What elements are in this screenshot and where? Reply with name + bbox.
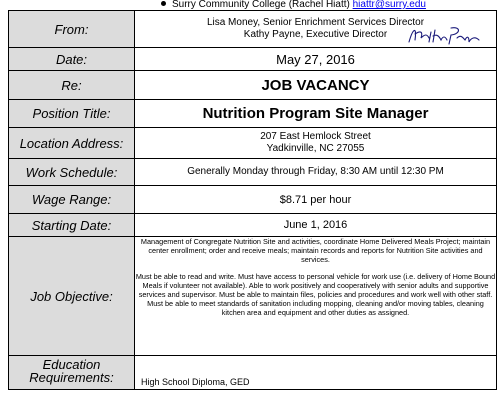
location-line-1: 207 East Hemlock Street <box>260 131 371 142</box>
objective-paragraph-2: Must be able to read and write. Must have access to personal vehicle for work use (i.e. delivery of Home Bound Meals if volunteer not available). Able to work positively and cooperatively with senior adults and supportive services and supervisor. Must be able to maintain files, policies and procedures and work well with other staff. Must be able to meet standards of sanitation including mopping, cleaning and/or moving tables, cleaning kitchen area and equipment and other duties as assigned. <box>135 271 496 318</box>
objective-paragraph-1: Management of Congregate Nutrition Site and activities, coordinate Home Delivered Meals Project; maintain center enrollment; order and receive meals; maintain records and reports for Nutrition Site activities and services. <box>140 237 491 265</box>
schedule-value: Generally Monday through Friday, 8:30 AM until 12:30 PM <box>135 159 497 186</box>
re-label: Re: <box>9 71 135 100</box>
re-row <box>9 71 497 100</box>
signature-image <box>405 22 485 48</box>
date-label: Date: <box>9 48 135 71</box>
from-line-2: Kathy Payne, Executive Director <box>243 29 388 40</box>
location-line-2: Yadkinville, NC 27055 <box>266 143 365 154</box>
re-value: JOB VACANCY <box>135 71 497 100</box>
education-label-line-1: Education <box>42 357 101 372</box>
start-row <box>9 214 497 237</box>
contact-email-link[interactable]: hiattr@surry.edu <box>352 0 426 10</box>
start-value: June 1, 2016 <box>135 214 497 237</box>
objective-row <box>9 237 497 356</box>
position-row <box>9 100 497 128</box>
contact-text: Surry Community College (Rachel Hiatt) <box>172 0 353 10</box>
wage-value: $8.71 per hour <box>135 186 497 214</box>
education-value: High School Diploma, GED <box>135 356 497 390</box>
wage-label: Wage Range: <box>9 186 135 214</box>
education-label-line-2: Requirements: <box>29 370 114 385</box>
bullet-icon <box>161 1 166 6</box>
vacancy-form-table <box>8 10 497 390</box>
location-row <box>9 128 497 159</box>
from-label: From: <box>9 11 135 48</box>
wage-row <box>9 186 497 214</box>
objective-label: Job Objective: <box>9 237 135 356</box>
location-label: Location Address: <box>9 128 135 159</box>
education-label <box>9 356 135 390</box>
education-row <box>9 356 497 390</box>
schedule-label: Work Schedule: <box>9 159 135 186</box>
from-line-1: Lisa Money, Senior Enrichment Services Director <box>206 17 425 28</box>
date-value: May 27, 2016 <box>135 48 497 71</box>
date-row <box>9 48 497 71</box>
position-value: Nutrition Program Site Manager <box>135 100 497 128</box>
start-label: Starting Date: <box>9 214 135 237</box>
schedule-row <box>9 159 497 186</box>
position-label: Position Title: <box>9 100 135 128</box>
location-value <box>135 128 497 159</box>
objective-value <box>135 237 497 356</box>
